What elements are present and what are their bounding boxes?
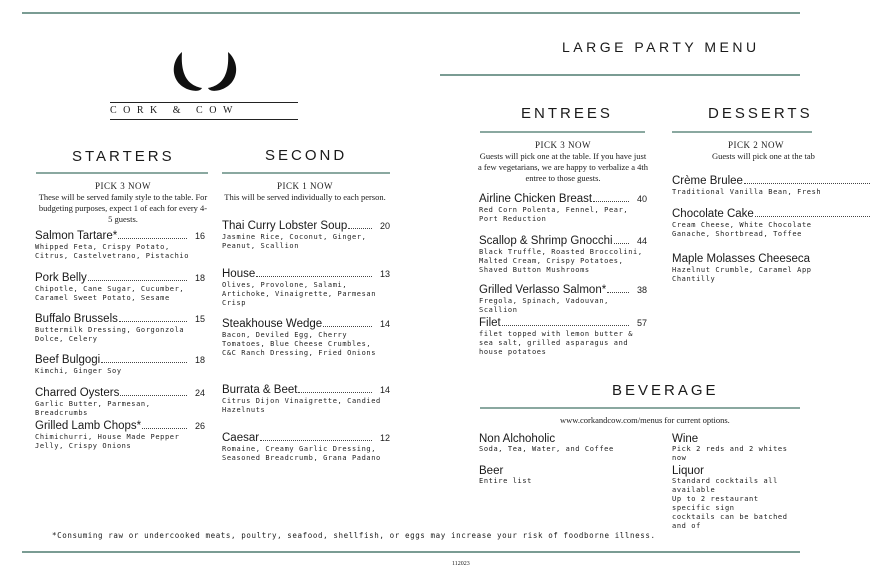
- desserts-note: Guests will pick one at the tab: [712, 151, 815, 162]
- item-desc: Chipotle, Cane Sugar, Cucumber, Caramel Sweet Potato, Sesame: [35, 285, 185, 303]
- item-name: House: [222, 268, 256, 280]
- starter-item: [35, 420, 205, 451]
- starters-title: STARTERS: [72, 148, 175, 165]
- entrees-pick: PICK 3 NOW: [535, 140, 591, 150]
- item-name: Chocolate Cake: [672, 208, 754, 220]
- bottom-rule: [22, 551, 800, 553]
- dessert-item: [672, 208, 872, 239]
- starter-item: [35, 387, 205, 418]
- item-desc: Pick 2 reds and 2 whites now: [672, 445, 788, 463]
- item-desc: Romaine, Creamy Garlic Dressing, Seasoned Breadcrumb, Grana Padano: [222, 445, 381, 463]
- page-title: LARGE PARTY MENU: [562, 39, 760, 55]
- item-name: Maple Molasses Cheeseca: [672, 253, 811, 265]
- starter-item: [35, 272, 205, 303]
- item-name: Salmon Tartare*: [35, 230, 118, 242]
- footer-code: 112023: [452, 561, 470, 567]
- dessert-item: [672, 175, 872, 197]
- item-desc: Hazelnut Crumble, Caramel App Chantilly: [672, 266, 812, 284]
- item-desc: Citrus Dijon Vinaigrette, Candied Hazelnuts: [222, 397, 381, 415]
- item-desc: Olives, Provolone, Salami, Artichoke, Vinaigrette, Parmesan Crisp: [222, 281, 377, 308]
- entree-item: [479, 235, 647, 275]
- item-desc: Cream Cheese, White Chocolate Ganache, Shortbread, Toffee: [672, 221, 812, 239]
- dessert-item: [672, 253, 872, 284]
- item-price: 14: [379, 385, 390, 395]
- starters-instructions: [38, 181, 208, 224]
- item-desc: Black Truffle, Roasted Broccolini, Malted Cream, Crispy Potatoes, Shaved Button Mushrooms: [479, 248, 643, 275]
- item-name: Filet: [479, 317, 501, 329]
- item-name: Beer: [479, 465, 504, 477]
- second-item: [222, 384, 390, 415]
- item-price: 15: [194, 314, 205, 324]
- item-desc: filet topped with lemon butter & sea salt, grilled asparagus and house potatoes: [479, 330, 634, 357]
- item-desc: Bacon, Deviled Egg, Cherry Tomatoes, Blue Cheese Crumbles, C&C Ranch Dressing, Fried Onions: [222, 331, 377, 358]
- entree-item: [479, 284, 647, 315]
- disclaimer: *Consuming raw or undercooked meats, poultry, seafood, shellfish, or eggs may increase your risk of foodborne illness.: [52, 531, 656, 540]
- item-desc: Chimichurri, House Made Pepper Jelly, Crispy Onions: [35, 433, 180, 451]
- entrees-note: Guests will pick one at the table. If you have just a few vegetarians, we are happy to verbalize a 4th entree to those guests.: [478, 151, 648, 183]
- item-price: 12: [379, 433, 390, 443]
- second-item: [222, 220, 390, 251]
- top-rule: [22, 12, 800, 14]
- desserts-column: [660, 90, 822, 300]
- item-desc: Garlic Butter, Parmesan, Breadcrumbs: [35, 400, 151, 418]
- item-name: Buffalo Brussels: [35, 313, 118, 325]
- starter-item: [35, 230, 205, 261]
- beverage-title: BEVERAGE: [612, 382, 719, 399]
- item-name: Thai Curry Lobster Soup: [222, 220, 348, 232]
- starters-note: These will be served family style to the table. For budgeting purposes, expect 1 of each for every 4-5 guests.: [38, 192, 208, 224]
- item-desc: Standard cocktails all available Up to 2 restaurant specific sign cocktails can be batched and of: [672, 477, 788, 531]
- item-price: 20: [379, 221, 390, 231]
- second-title: SECOND: [265, 147, 348, 164]
- second-item: [222, 268, 390, 308]
- entree-item: [479, 193, 647, 224]
- item-desc: Traditional Vanilla Bean, Fresh: [672, 188, 822, 196]
- horns-logo-icon: [160, 50, 250, 100]
- item-desc: Kimchi, Ginger Soy: [35, 367, 122, 375]
- beverage-item: [479, 433, 614, 454]
- entree-item: [479, 317, 647, 357]
- item-name: Burrata & Beet: [222, 384, 298, 396]
- desserts-instructions: [672, 140, 852, 162]
- item-desc: Buttermilk Dressing, Gorgonzola Dolce, Celery: [35, 326, 185, 344]
- item-name: Pork Belly: [35, 272, 87, 284]
- item-price: 16: [194, 231, 205, 241]
- desserts-rule: [672, 131, 812, 133]
- item-name: Liquor: [672, 465, 704, 477]
- desserts-pick: PICK 2 NOW: [728, 140, 784, 150]
- title-rule: [440, 74, 800, 76]
- beverage-note: www.corkandcow.com/menus for current options.: [560, 415, 730, 425]
- logo-text: CORK & COW: [110, 105, 239, 116]
- entrees-rule: [480, 131, 645, 133]
- item-desc: Whipped Feta, Crispy Potato, Citrus, Castelvetrano, Pistachio: [35, 243, 190, 261]
- item-name: Steakhouse Wedge: [222, 318, 323, 330]
- second-note: This will be served individually to each person.: [224, 192, 386, 203]
- item-desc: Jasmine Rice, Coconut, Ginger, Peanut, Scallion: [222, 233, 367, 251]
- second-pick: PICK 1 NOW: [277, 181, 333, 191]
- item-name: Grilled Lamb Chops*: [35, 420, 142, 432]
- item-desc: Fregola, Spinach, Vadouvan, Scallion: [479, 297, 609, 315]
- beverage-item: [672, 465, 800, 532]
- starter-item: [35, 313, 205, 344]
- second-instructions: [222, 181, 388, 203]
- item-name: Non Alchoholic: [479, 433, 556, 445]
- entrees-title: ENTREES: [521, 105, 613, 122]
- item-name: Airline Chicken Breast: [479, 193, 593, 205]
- item-price: 18: [194, 355, 205, 365]
- item-price: 18: [194, 273, 205, 283]
- item-name: Scallop & Shrimp Gnocchi: [479, 235, 613, 247]
- item-price: 26: [194, 421, 205, 431]
- beverage-rule: [480, 407, 800, 409]
- item-price: 38: [636, 285, 647, 295]
- item-name: Charred Oysters: [35, 387, 120, 399]
- desserts-title: DESSERTS: [708, 105, 813, 122]
- item-desc: Soda, Tea, Water, and Coffee: [479, 445, 614, 453]
- logo-rule-bottom: [110, 119, 298, 120]
- second-rule: [222, 172, 390, 174]
- starter-item: [35, 354, 205, 376]
- starters-pick: PICK 3 NOW: [95, 181, 151, 191]
- item-name: Wine: [672, 433, 699, 445]
- item-price: 24: [194, 388, 205, 398]
- entrees-instructions: [478, 140, 648, 183]
- item-price: 14: [379, 319, 390, 329]
- second-item: [222, 318, 390, 358]
- item-name: Beef Bulgogi: [35, 354, 101, 366]
- item-name: Crème Brulee: [672, 175, 743, 187]
- item-price: 13: [379, 269, 390, 279]
- item-desc: Red Corn Polenta, Fennel, Pear, Port Reduction: [479, 206, 629, 224]
- item-price: 40: [636, 194, 647, 204]
- item-price: 44: [636, 236, 647, 246]
- beverage-item: [479, 465, 532, 486]
- logo-rule-top: [110, 102, 298, 103]
- second-item: [222, 432, 390, 463]
- item-desc: Entire list: [479, 477, 532, 485]
- item-name: Grilled Verlasso Salmon*: [479, 284, 607, 296]
- beverage-item: [672, 433, 800, 463]
- item-price: 57: [636, 318, 647, 328]
- starters-rule: [36, 172, 208, 174]
- item-name: Caesar: [222, 432, 260, 444]
